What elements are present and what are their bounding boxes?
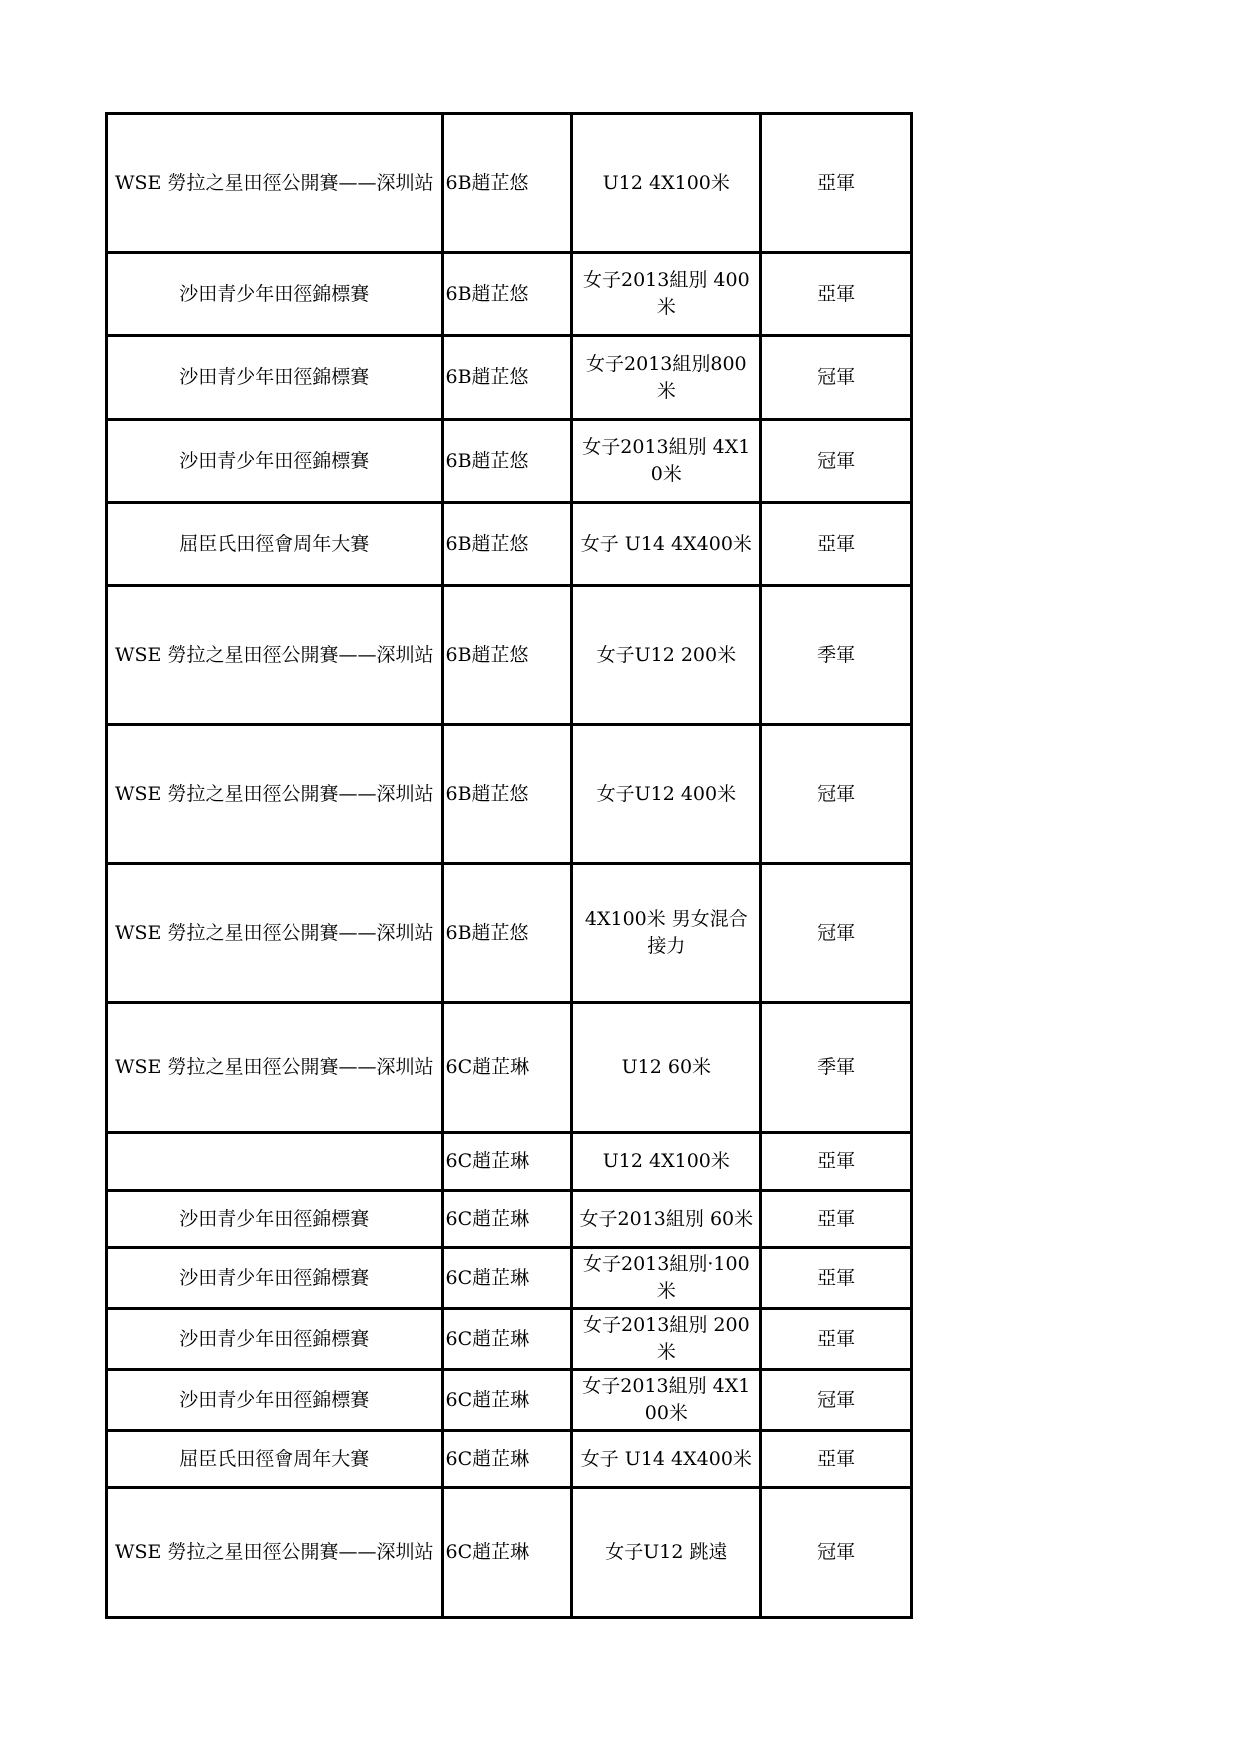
student-cell: 6C趙芷琳 (442, 1309, 572, 1370)
award-cell: 亞軍 (761, 1248, 912, 1309)
student-cell: 6B趙芷悠 (442, 586, 572, 725)
award-cell: 季軍 (761, 1003, 912, 1133)
student-cell: 6B趙芷悠 (442, 336, 572, 420)
award-cell: 冠軍 (761, 420, 912, 503)
competition-cell: WSE 勞拉之星田徑公開賽——深圳站 (107, 864, 443, 1003)
competition-cell: WSE 勞拉之星田徑公開賽——深圳站 (107, 1488, 443, 1618)
student-cell: 6C趙芷琳 (442, 1003, 572, 1133)
student-cell: 6C趙芷琳 (442, 1191, 572, 1248)
award-cell: 亞軍 (761, 1133, 912, 1191)
table-row (107, 1191, 912, 1248)
competition-cell: 沙田青少年田徑錦標賽 (107, 336, 443, 420)
award-cell: 亞軍 (761, 253, 912, 336)
award-cell: 亞軍 (761, 1191, 912, 1248)
event-cell: 女子U12 跳遠 (572, 1488, 761, 1618)
table-row (107, 114, 912, 253)
table-row (107, 336, 912, 420)
table-row (107, 1431, 912, 1488)
student-cell: 6C趙芷琳 (442, 1248, 572, 1309)
event-cell: 女子2013組別 60米 (572, 1191, 761, 1248)
event-cell: 女子2013組別 4X10米 (572, 420, 761, 503)
competition-cell: 沙田青少年田徑錦標賽 (107, 420, 443, 503)
student-cell: 6C趙芷琳 (442, 1370, 572, 1431)
event-cell: 女子2013組別800米 (572, 336, 761, 420)
table-row (107, 503, 912, 586)
event-cell: 4X100米 男女混合接力 (572, 864, 761, 1003)
event-cell: 女子 U14 4X400米 (572, 1431, 761, 1488)
award-cell: 亞軍 (761, 503, 912, 586)
award-cell: 冠軍 (761, 336, 912, 420)
event-cell: 女子 U14 4X400米 (572, 503, 761, 586)
table-row (107, 1370, 912, 1431)
student-cell: 6C趙芷琳 (442, 1133, 572, 1191)
student-cell: 6C趙芷琳 (442, 1431, 572, 1488)
award-cell: 冠軍 (761, 725, 912, 864)
competition-cell: 沙田青少年田徑錦標賽 (107, 253, 443, 336)
table-row (107, 1248, 912, 1309)
event-cell: 女子2013組別 200米 (572, 1309, 761, 1370)
event-cell: 女子2013組別·100米 (572, 1248, 761, 1309)
award-cell: 亞軍 (761, 1309, 912, 1370)
award-cell: 冠軍 (761, 864, 912, 1003)
award-cell: 冠軍 (761, 1370, 912, 1431)
table-row (107, 253, 912, 336)
table-row (107, 420, 912, 503)
results-table (105, 112, 913, 1619)
event-cell: 女子2013組別 400米 (572, 253, 761, 336)
award-cell: 亞軍 (761, 114, 912, 253)
award-cell: 冠軍 (761, 1488, 912, 1618)
student-cell: 6B趙芷悠 (442, 420, 572, 503)
competition-cell: 沙田青少年田徑錦標賽 (107, 1248, 443, 1309)
competition-cell: 沙田青少年田徑錦標賽 (107, 1309, 443, 1370)
award-cell: 亞軍 (761, 1431, 912, 1488)
student-cell: 6B趙芷悠 (442, 725, 572, 864)
competition-cell (107, 1133, 443, 1191)
event-cell: 女子U12 400米 (572, 725, 761, 864)
table-row (107, 725, 912, 864)
competition-cell: 屈臣氏田徑會周年大賽 (107, 1431, 443, 1488)
competition-cell: WSE 勞拉之星田徑公開賽——深圳站 (107, 1003, 443, 1133)
table-row (107, 1488, 912, 1618)
event-cell: 女子U12 200米 (572, 586, 761, 725)
student-cell: 6B趙芷悠 (442, 114, 572, 253)
student-cell: 6C趙芷琳 (442, 1488, 572, 1618)
competition-cell: 沙田青少年田徑錦標賽 (107, 1191, 443, 1248)
table-row (107, 586, 912, 725)
event-cell: 女子2013組別 4X100米 (572, 1370, 761, 1431)
award-cell: 季軍 (761, 586, 912, 725)
competition-cell: WSE 勞拉之星田徑公開賽——深圳站 (107, 114, 443, 253)
table-row (107, 864, 912, 1003)
table-row (107, 1309, 912, 1370)
student-cell: 6B趙芷悠 (442, 503, 572, 586)
event-cell: U12 4X100米 (572, 114, 761, 253)
table-row (107, 1003, 912, 1133)
event-cell: U12 4X100米 (572, 1133, 761, 1191)
results-table-body (107, 114, 912, 1618)
student-cell: 6B趙芷悠 (442, 864, 572, 1003)
student-cell: 6B趙芷悠 (442, 253, 572, 336)
competition-cell: WSE 勞拉之星田徑公開賽——深圳站 (107, 586, 443, 725)
competition-cell: WSE 勞拉之星田徑公開賽——深圳站 (107, 725, 443, 864)
table-row (107, 1133, 912, 1191)
event-cell: U12 60米 (572, 1003, 761, 1133)
competition-cell: 沙田青少年田徑錦標賽 (107, 1370, 443, 1431)
competition-cell: 屈臣氏田徑會周年大賽 (107, 503, 443, 586)
